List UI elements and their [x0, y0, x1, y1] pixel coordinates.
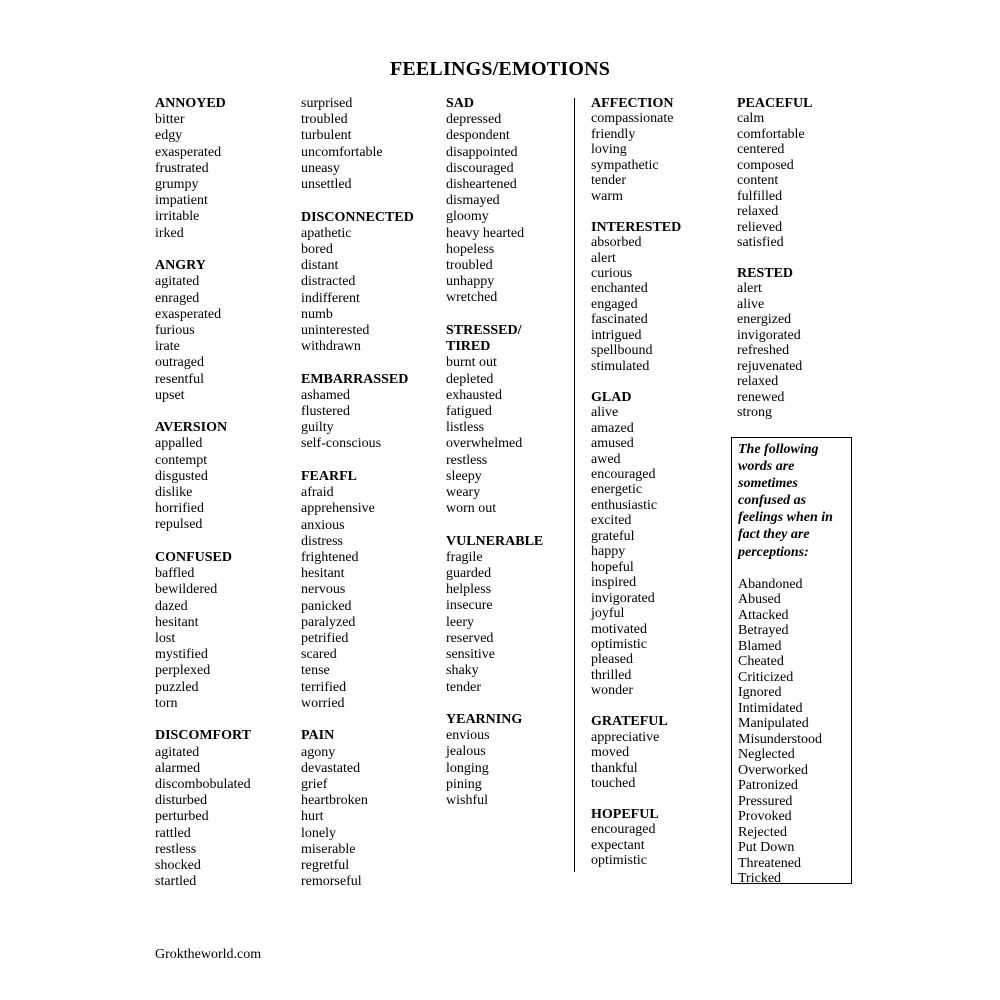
emotion-category [301, 372, 436, 453]
feeling-word: optimistic [591, 853, 647, 869]
feeling-word: helpless [446, 582, 492, 598]
feeling-word: regretful [301, 857, 350, 873]
feeling-word: rattled [155, 825, 191, 841]
feeling-word: dismayed [446, 193, 500, 209]
feeling-word: disappointed [446, 144, 518, 160]
feeling-word: enthusiastic [591, 497, 658, 513]
feeling-word: furious [155, 322, 195, 338]
feeling-word: resentful [155, 371, 204, 387]
feeling-word: relaxed [737, 374, 779, 390]
column-3 [446, 96, 571, 826]
feeling-word: happy [591, 544, 626, 560]
feeling-word: centered [737, 142, 785, 158]
feeling-word: grateful [591, 528, 635, 544]
feeling-word: devastated [301, 760, 361, 776]
feeling-word: anxious [301, 517, 345, 533]
perception-word: Manipulated [738, 716, 809, 732]
feeling-word: renewed [737, 389, 785, 405]
feeling-word: strong [737, 405, 772, 421]
note-line: fact they are [738, 527, 810, 543]
perception-word: Patronized [738, 778, 798, 794]
feeling-word: relieved [737, 219, 783, 235]
feeling-word: overwhelmed [446, 436, 523, 452]
feeling-word: horrified [155, 501, 204, 517]
emotion-category [301, 469, 436, 712]
feeling-word: restless [155, 841, 197, 857]
feeling-word: tense [301, 663, 330, 679]
perception-word: Attacked [738, 607, 789, 623]
feeling-word: perturbed [155, 809, 209, 825]
feeling-word: sympathetic [591, 157, 659, 173]
feeling-word: comfortable [737, 126, 805, 142]
perception-word: Criticized [738, 669, 794, 685]
feeling-word: unhappy [446, 274, 495, 290]
feeling-word: scared [301, 647, 337, 663]
category-heading: DISCOMFORT [155, 728, 251, 744]
feeling-word: content [737, 173, 779, 189]
feeling-word: flustered [301, 404, 350, 420]
feeling-word: engaged [591, 296, 638, 312]
category-heading: RESTED [737, 266, 794, 282]
feeling-word: paralyzed [301, 614, 356, 630]
note-line: confused as [738, 493, 807, 509]
feeling-word: restless [446, 452, 488, 468]
feeling-word: tender [591, 173, 626, 189]
perception-word: Ignored [738, 685, 782, 701]
feeling-word: impatient [155, 193, 208, 209]
feeling-word: disturbed [155, 793, 208, 809]
feeling-word: depressed [446, 112, 502, 128]
feeling-word: bitter [155, 112, 185, 128]
emotion-category [446, 712, 571, 809]
perception-word: Threatened [738, 855, 801, 871]
emotion-category [155, 728, 290, 890]
feeling-word: warm [591, 188, 623, 204]
feeling-word: inspired [591, 575, 637, 591]
category-heading: INTERESTED [591, 219, 682, 235]
feeling-word: exhausted [446, 387, 502, 403]
note-line: The following [738, 442, 819, 457]
category-heading: YEARNING [446, 712, 523, 727]
feeling-word: invigorated [737, 327, 801, 343]
column-2 [301, 96, 436, 907]
category-heading: AVERSION [155, 420, 228, 436]
feeling-word: invigorated [591, 590, 655, 606]
feeling-word: lonely [301, 825, 336, 841]
perception-word: Betrayed [738, 623, 789, 639]
emotion-category [591, 96, 726, 204]
feeling-word: numb [301, 306, 333, 322]
feeling-word: alert [591, 250, 616, 266]
perception-word: Overworked [738, 762, 808, 778]
feeling-word: petrified [301, 630, 349, 646]
feeling-word: perplexed [155, 663, 211, 679]
feeling-word: spellbound [591, 343, 653, 359]
feeling-word: agony [301, 744, 336, 760]
feeling-word: amazed [591, 420, 634, 436]
feeling-word: turbulent [301, 128, 352, 144]
emotion-category [446, 96, 571, 307]
feeling-word: troubled [446, 258, 493, 274]
footer-source: Groktheworld.com [155, 947, 262, 962]
category-heading: STRESSED/ [446, 322, 522, 338]
perception-word: Rejected [738, 824, 787, 840]
feeling-word: nervous [301, 582, 346, 598]
feeling-word: touched [591, 776, 636, 792]
feeling-word: despondent [446, 128, 510, 144]
feeling-word: disgusted [155, 468, 208, 484]
feeling-word: encouraged [591, 466, 656, 482]
feeling-word: disheartened [446, 177, 517, 193]
feeling-word: expectant [591, 837, 645, 853]
feeling-word: unsettled [301, 177, 352, 193]
emotion-category [737, 96, 857, 251]
feeling-word: agitated [155, 274, 200, 290]
category-heading: EMBARRASSED [301, 371, 409, 387]
feeling-word: bewildered [155, 582, 218, 598]
category-heading: AFFECTION [591, 96, 674, 111]
feeling-word: upset [155, 387, 185, 403]
feeling-word: alert [737, 281, 762, 297]
emotion-category [301, 96, 436, 193]
feeling-word: irritable [155, 209, 200, 225]
category-heading: ANNOYED [155, 96, 226, 111]
feeling-word: satisfied [737, 235, 784, 251]
note-line: words are [738, 459, 795, 475]
feeling-word: afraid [301, 485, 334, 501]
feeling-word: guarded [446, 566, 492, 582]
feeling-word: irked [155, 225, 184, 241]
feeling-word: awed [591, 451, 621, 467]
feeling-word: wishful [446, 793, 488, 809]
feeling-word: hopeless [446, 241, 495, 257]
note-line: sometimes [738, 476, 798, 492]
feeling-word: refreshed [737, 343, 790, 359]
emotion-category [155, 420, 290, 533]
emotion-category [155, 258, 290, 404]
feeling-word: troubled [301, 112, 348, 128]
category-heading: PEACEFUL [737, 96, 813, 111]
feeling-word: pleased [591, 652, 633, 668]
emotion-category [301, 210, 436, 356]
feeling-word: apathetic [301, 225, 352, 241]
feeling-word: worn out [446, 501, 497, 517]
feeling-word: hopeful [591, 559, 634, 575]
feeling-word: distracted [301, 274, 356, 290]
perception-word: Cheated [738, 654, 784, 670]
feeling-word: alive [591, 405, 619, 421]
feeling-word: encouraged [591, 822, 656, 838]
feeling-word: fulfilled [737, 188, 783, 204]
feeling-word: curious [591, 266, 633, 282]
feeling-word: motivated [591, 621, 647, 637]
feeling-word: tender [446, 679, 481, 695]
feeling-word: surprised [301, 96, 353, 111]
feeling-word: joyful [591, 606, 625, 622]
perception-word: Abandoned [738, 576, 803, 592]
feeling-word: worried [301, 695, 345, 711]
perception-word: Abused [738, 592, 781, 608]
perception-word: Intimidated [738, 700, 803, 716]
feeling-word: bored [301, 241, 333, 257]
column-divider [574, 98, 575, 872]
feeling-word: lost [155, 630, 176, 646]
feeling-word: panicked [301, 598, 352, 614]
category-heading: ANGRY [155, 258, 206, 274]
feeling-word: weary [446, 484, 481, 500]
feeling-word: relaxed [737, 204, 779, 220]
feeling-word: edgy [155, 128, 183, 144]
category-heading: GRATEFUL [591, 714, 668, 730]
feeling-word: listless [446, 420, 485, 436]
category-heading: HOPEFUL [591, 807, 659, 823]
perception-word: Provoked [738, 809, 792, 825]
feeling-word: sleepy [446, 468, 482, 484]
feeling-word: heartbroken [301, 793, 368, 809]
category-heading: PAIN [301, 728, 335, 744]
feeling-word: outraged [155, 355, 204, 371]
feeling-word: wretched [446, 290, 498, 306]
feeling-word: grumpy [155, 177, 199, 193]
perception-word: Tricked [738, 871, 782, 887]
feeling-word: uncomfortable [301, 144, 383, 160]
feeling-word: self-conscious [301, 436, 382, 452]
feeling-word: energetic [591, 482, 643, 498]
feeling-word: puzzled [155, 679, 199, 695]
feeling-word: reserved [446, 630, 494, 646]
feeling-word: appalled [155, 436, 203, 452]
feeling-word: heavy hearted [446, 225, 525, 241]
emotion-category [591, 714, 726, 791]
emotion-category [446, 323, 571, 517]
feeling-word: alarmed [155, 760, 201, 776]
feeling-word: excited [591, 513, 632, 529]
feeling-word: hesitant [155, 614, 199, 630]
category-heading: VULNERABLE [446, 533, 544, 549]
feeling-word: distant [301, 258, 339, 274]
page-title: FEELINGS/EMOTIONS [389, 58, 611, 80]
feeling-word: guilty [301, 420, 334, 436]
feeling-word: appreciative [591, 729, 660, 745]
emotion-category [155, 96, 290, 242]
feeling-word: withdrawn [301, 339, 361, 355]
feeling-word: remorseful [301, 874, 362, 890]
feeling-word: optimistic [591, 636, 647, 652]
column-5 [737, 96, 857, 436]
feeling-word: exasperated [155, 306, 222, 322]
feeling-word: enchanted [591, 281, 648, 297]
emotion-category [446, 534, 571, 696]
feeling-word: leery [446, 614, 474, 630]
emotion-category [591, 390, 726, 699]
feeling-word: grief [301, 776, 328, 792]
feeling-word: jealous [446, 744, 486, 760]
perception-word: Misunderstood [738, 731, 822, 747]
feeling-word: repulsed [155, 517, 203, 533]
feeling-word: alive [737, 296, 765, 312]
feeling-word: fatigued [446, 403, 492, 419]
feeling-word: startled [155, 874, 197, 890]
column-4 [591, 96, 726, 884]
feeling-word: moved [591, 745, 630, 761]
feeling-word: hurt [301, 809, 324, 825]
feeling-word: uneasy [301, 160, 340, 176]
feeling-word: uninterested [301, 322, 370, 338]
perceptions-note-box [731, 437, 852, 887]
emotion-category [591, 220, 726, 375]
feeling-word: gloomy [446, 209, 489, 225]
feeling-word: baffled [155, 566, 195, 582]
feeling-word: miserable [301, 841, 356, 857]
feeling-word: contempt [155, 452, 208, 468]
feeling-word: sensitive [446, 647, 495, 663]
category-heading: GLAD [591, 389, 632, 405]
feeling-word: thankful [591, 760, 638, 776]
note-line: perceptions: [738, 544, 809, 560]
feeling-word: envious [446, 728, 490, 744]
feeling-word: thrilled [591, 667, 632, 683]
perception-word: Put Down [738, 840, 795, 856]
feeling-word: absorbed [591, 235, 642, 251]
feeling-word: insecure [446, 598, 493, 614]
emotion-category [301, 728, 436, 890]
feeling-word: compassionate [591, 111, 674, 127]
emotion-category [155, 550, 290, 712]
category-heading: DISCONNECTED [301, 209, 414, 225]
feeling-word: energized [737, 312, 792, 328]
feeling-word: irate [155, 339, 180, 355]
feeling-word: friendly [591, 126, 636, 142]
category-heading-line-2: TIRED [446, 339, 491, 355]
feeling-word: fragile [446, 549, 483, 565]
feeling-word: composed [737, 157, 794, 173]
feeling-word: torn [155, 695, 178, 711]
feeling-word: shaky [446, 663, 479, 679]
feeling-word: frightened [301, 549, 359, 565]
perception-word: Pressured [738, 793, 793, 809]
feeling-word: enraged [155, 290, 200, 306]
column-1 [155, 96, 290, 907]
feeling-word: hesitant [301, 566, 345, 582]
perception-word: Neglected [738, 747, 795, 763]
feeling-word: stimulated [591, 358, 650, 374]
feeling-word: mystified [155, 647, 208, 663]
category-heading: FEARFL [301, 468, 357, 484]
perception-word: Blamed [738, 638, 782, 654]
feeling-word: calm [737, 111, 765, 127]
feeling-word: intrigued [591, 327, 642, 343]
category-heading: SAD [446, 96, 475, 111]
feeling-word: ashamed [301, 387, 350, 403]
feeling-word: exasperated [155, 144, 222, 160]
feeling-word: agitated [155, 744, 200, 760]
feeling-word: wonder [591, 683, 633, 699]
note-line: feelings when in [738, 510, 833, 526]
feeling-word: dislike [155, 485, 193, 501]
feeling-word: burnt out [446, 355, 497, 371]
emotion-category [591, 807, 726, 869]
feeling-word: rejuvenated [737, 358, 803, 374]
feeling-word: longing [446, 760, 489, 776]
feeling-word: discombobulated [155, 776, 251, 792]
feeling-word: dazed [155, 598, 188, 614]
feeling-word: discouraged [446, 160, 514, 176]
feeling-word: shocked [155, 857, 201, 873]
emotion-category [737, 266, 857, 421]
feeling-word: distress [301, 533, 343, 549]
category-heading: CONFUSED [155, 549, 233, 565]
feeling-word: fascinated [591, 312, 648, 328]
feeling-word: indifferent [301, 290, 360, 306]
perceptions-word-list [738, 577, 851, 887]
feeling-word: apprehensive [301, 501, 375, 517]
feeling-word: depleted [446, 371, 494, 387]
feeling-word: loving [591, 142, 627, 158]
feeling-word: pining [446, 776, 482, 792]
feeling-word: frustrated [155, 160, 209, 176]
feeling-word: amused [591, 436, 634, 452]
perceptions-note-text [738, 441, 851, 561]
feeling-word: terrified [301, 679, 347, 695]
